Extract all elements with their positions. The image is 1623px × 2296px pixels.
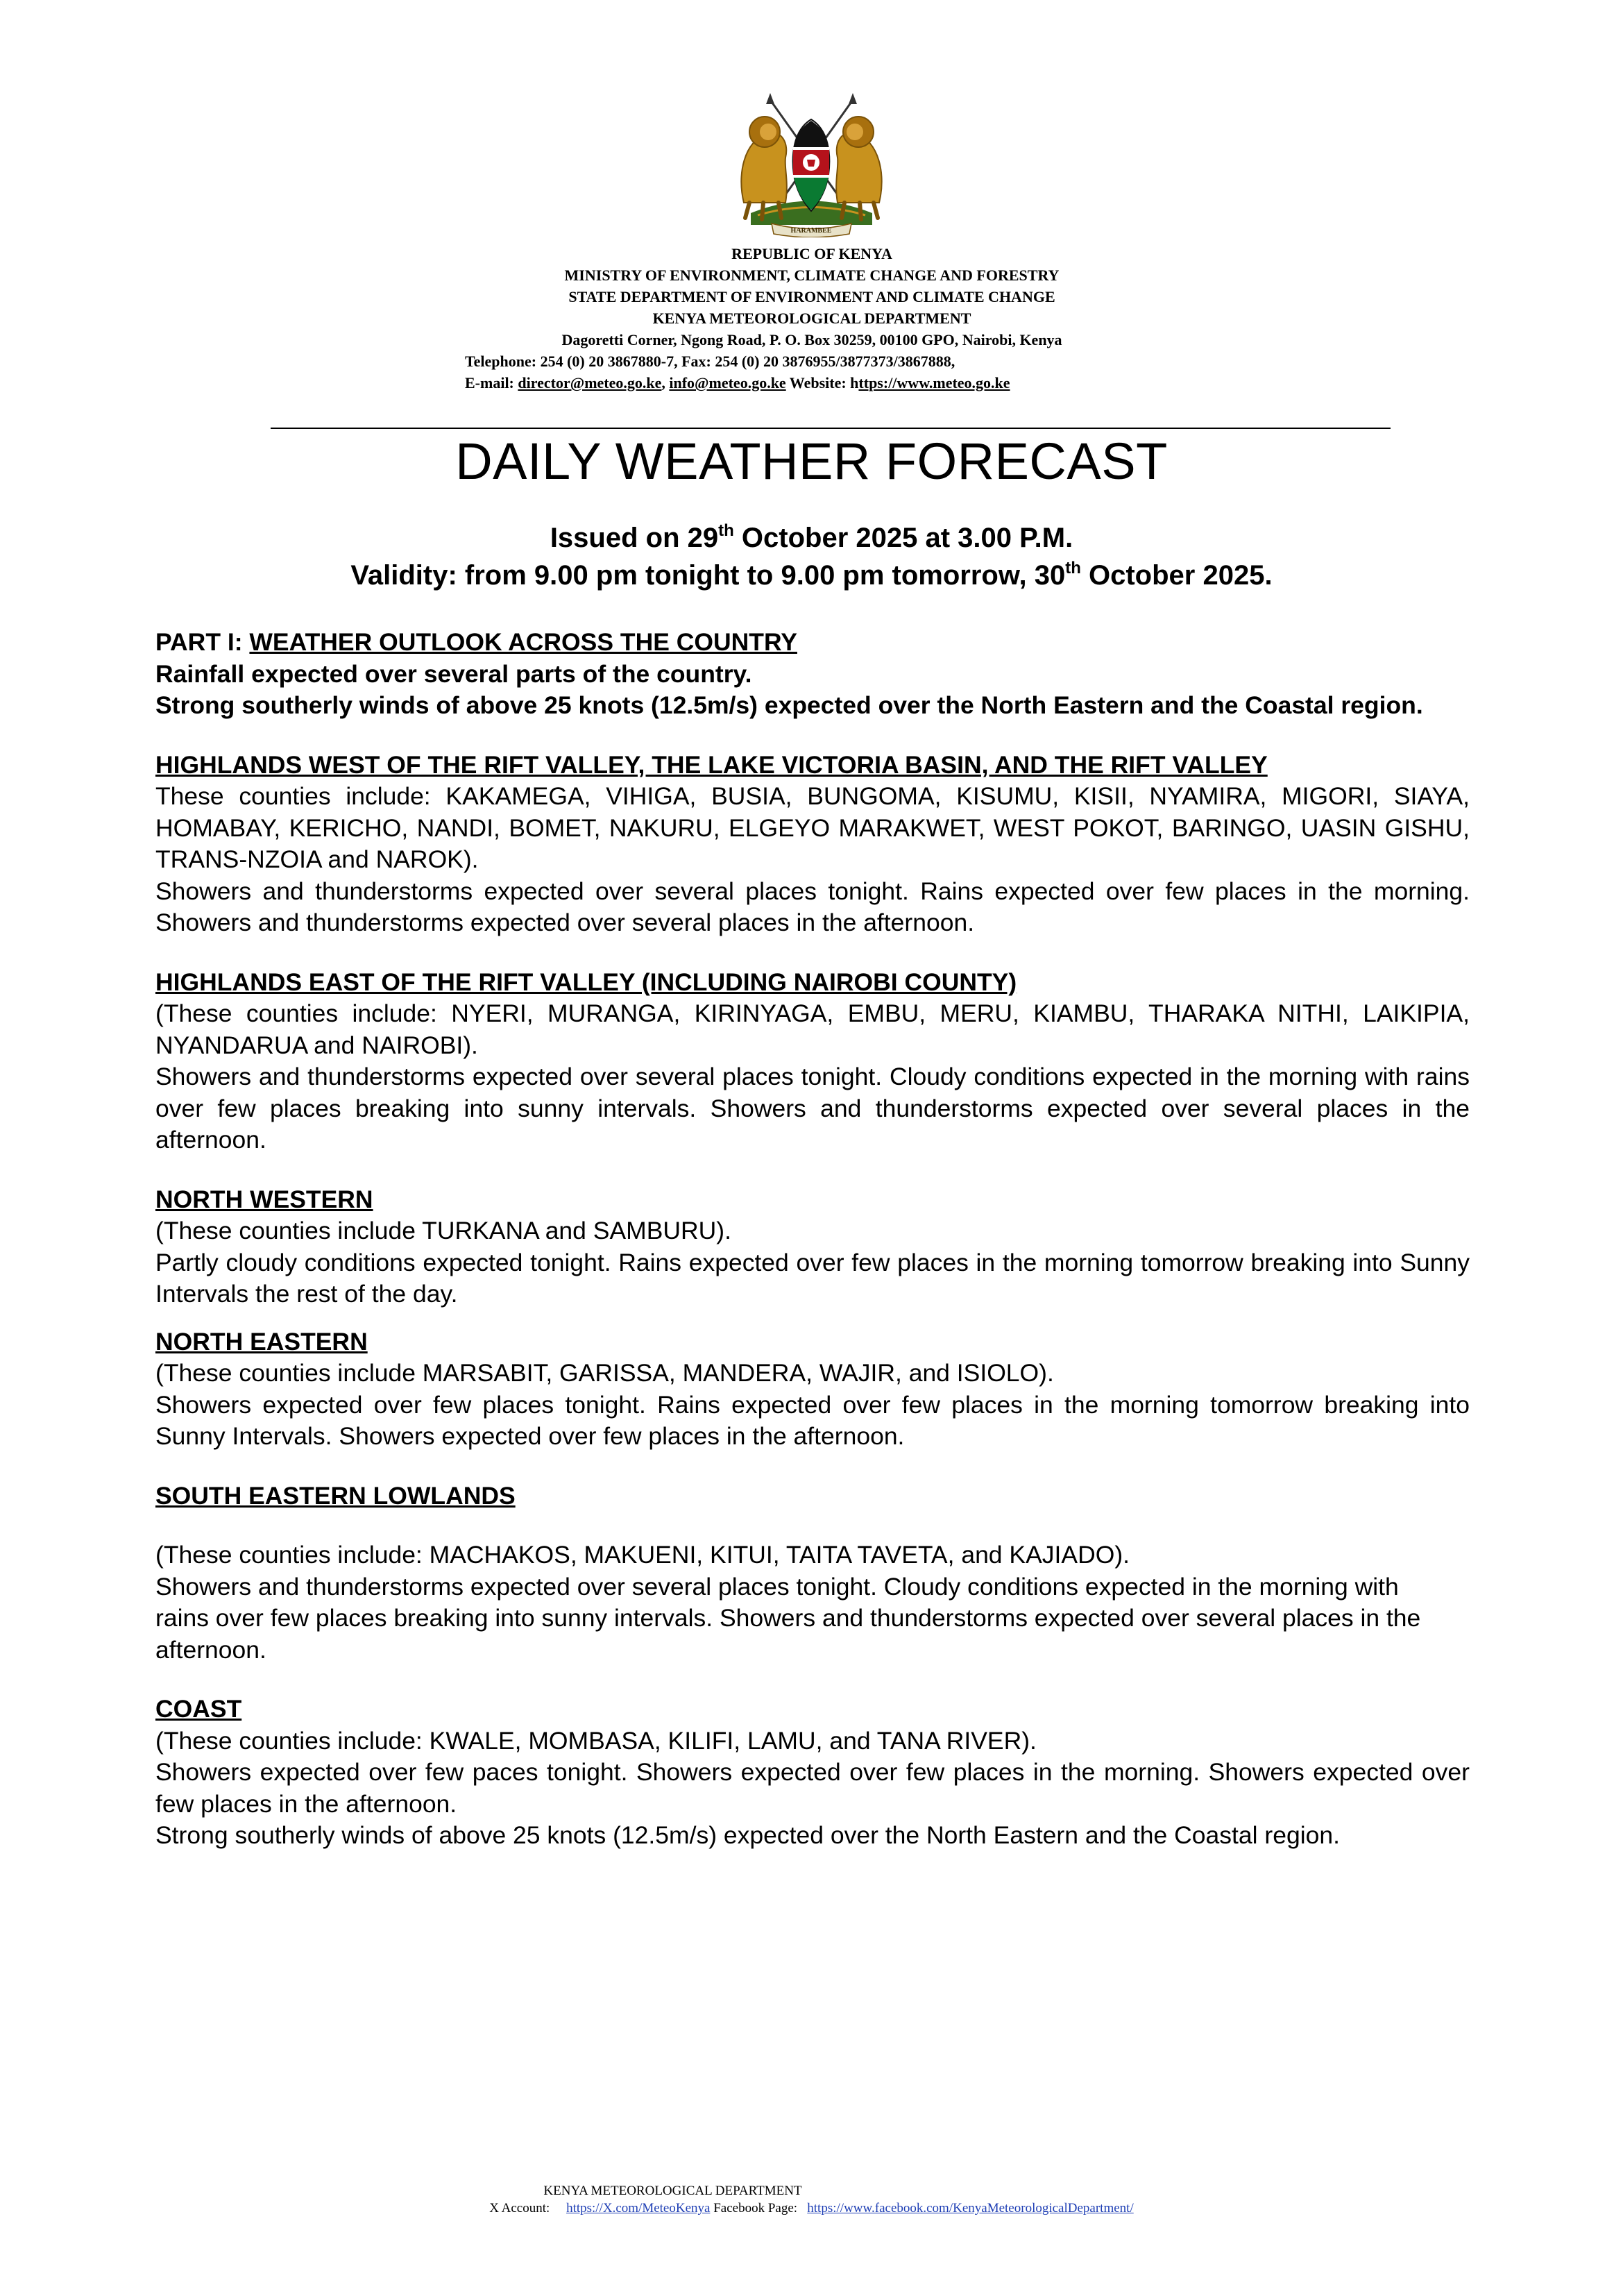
validity-text-end: October 2025. [1080,560,1273,591]
footer-x-label: X Account: [489,2201,550,2215]
validity-sup: th [1065,559,1081,577]
part1-heading [155,627,1470,659]
letterhead-address: Dagoretti Corner, Ngong Road, P. O. Box 30259, 00100 GPO, Nairobi, Kenya [561,331,1062,348]
region-heading: SOUTH EASTERN LOWLANDS [155,1481,516,1510]
region-forecast: Showers and thunderstorms expected over several places tonight. Cloudy conditions expected in the morning with rains over few places breaking into sunny intervals. Showers and thunderstorms expected over several places in the afternoon. [155,1572,1421,1664]
issued-line [0,519,1623,557]
document-title: DAILY WEATHER FORECAST [455,432,1168,490]
validity-text: Validity: from 9.00 pm tonight to 9.00 pm tomorrow, 30 [350,560,1066,591]
letterhead-state-department: STATE DEPARTMENT OF ENVIRONMENT AND CLIMATE CHANGE [568,288,1055,305]
region-heading: NORTH EASTERN [155,1327,368,1356]
region-heading: HIGHLANDS EAST OF THE RIFT VALLEY (INCLUDING NAIROBI COUNTY) [155,968,1017,996]
letterhead-department: KENYA METEOROLOGICAL DEPARTMENT [652,310,971,327]
region-counties: (These counties include: NYERI, MURANGA, KIRINYAGA, EMBU, MERU, KIAMBU, THARAKA NITHI, LAIKIPIA, NYANDARUA and NAIROBI). [155,999,1470,1059]
region-forecast: Showers expected over few places tonight. Rains expected over few places in the morning tomorrow breaking into Sunny Intervals. Showers expected over few places in the afternoon. [155,1390,1470,1450]
header-divider [271,428,1391,429]
validity-line [0,557,1623,594]
region-counties: (These counties include: MACHAKOS, MAKUENI, KITUI, TAITA TAVETA, and KAJIADO). [155,1541,1130,1569]
footer-fb-label: Facebook Page: [710,2201,798,2215]
kenya-coat-of-arms-icon [730,92,893,237]
region-counties: (These counties include MARSABIT, GARISSA, MANDERA, WAJIR, and ISIOLO). [155,1359,1054,1387]
footer-social [0,2200,1623,2217]
region-counties: (These counties include: KWALE, MOMBASA, KILIFI, LAMU, and TANA RIVER). [155,1726,1037,1755]
letterhead-republic: REPUBLIC OF KENYA [731,245,892,262]
region-forecast: Showers expected over few paces tonight. Showers expected over few places in the morning. Showers expected over few places in the afternoon. [155,1758,1470,1818]
region-counties: (These counties include TURKANA and SAMBURU). [155,1217,731,1244]
region-heading: HIGHLANDS WEST OF THE RIFT VALLEY, THE LAKE VICTORIA BASIN, AND THE RIFT VALLEY [155,750,1268,779]
part1-rainfall: Rainfall expected over several parts of the country. [155,659,752,688]
issued-sup: th [718,521,734,540]
letterhead-contacts [347,372,1277,394]
footer-fb-link[interactable]: https://www.facebook.com/KenyaMeteorologicalDepartment/ [807,2201,1134,2215]
region-forecast: Partly cloudy conditions expected tonight. Rains expected over few places in the morning tomorrow breaking into Sunny Intervals the rest of the day. [155,1248,1470,1308]
part1-title: WEATHER OUTLOOK ACROSS THE COUNTRY [249,628,797,656]
email-label: E-mail: [465,374,518,391]
issued-text-end: October 2025 at 3.00 P.M. [733,523,1073,553]
region-extra: Strong southerly winds of above 25 knots (12.5m/s) expected over the North Eastern and the Coastal region. [155,1821,1340,1849]
region-forecast: Showers and thunderstorms expected over several places tonight. Rains expected over few places in the morning. Showers and thunderstorms expected over several places in the afternoon. [155,877,1470,936]
email-separator: , [661,374,670,391]
issued-text: Issued on 29 [550,523,719,553]
region-forecast: Showers and thunderstorms expected over several places tonight. Cloudy conditions expected in the morning with rains over few places breaking into sunny intervals. Showers and thunderstorms expected over several places in the afternoon. [155,1063,1470,1154]
email-info-link[interactable]: info@meteo.go.ke [669,374,786,391]
forecast-body [155,627,1470,1852]
footer-department: KENYA METEOROLOGICAL DEPARTMENT [543,2184,802,2198]
letterhead-telephone: Telephone: 254 (0) 20 3867880-7, Fax: 254 (0) 20 3876955/3877373/3867888, [465,353,955,370]
region-counties: These counties include: KAKAMEGA, VIHIGA, BUSIA, BUNGOMA, KISUMU, KISII, NYAMIRA, MIGORI, SIAYA, HOMABAY, KERICHO, NANDI, BOMET, NAKURU, ELGEYO MARAKWET, WEST POKOT, BARINGO, UASIN GISHU, TRANS-NZOIA and NAROK). [155,782,1470,873]
letterhead [347,243,1277,394]
region-heading: COAST [155,1695,242,1723]
part1-prefix: PART I: [155,628,250,656]
page-footer [0,2182,1623,2217]
issue-info [0,519,1623,594]
coat-motto: HARAMBEE [790,227,832,235]
footer-x-link[interactable]: https://X.com/MeteoKenya [566,2201,711,2215]
region-heading: NORTH WESTERN [155,1185,373,1213]
website-link[interactable]: ttps://www.meteo.go.ke [858,374,1010,391]
website-label: Website: h [785,374,859,391]
letterhead-ministry: MINISTRY OF ENVIRONMENT, CLIMATE CHANGE AND FORESTRY [564,267,1060,284]
part1-winds: Strong southerly winds of above 25 knots (12.5m/s) expected over the North Eastern and the Coastal region. [155,691,1423,719]
email-director-link[interactable]: director@meteo.go.ke [518,374,662,391]
